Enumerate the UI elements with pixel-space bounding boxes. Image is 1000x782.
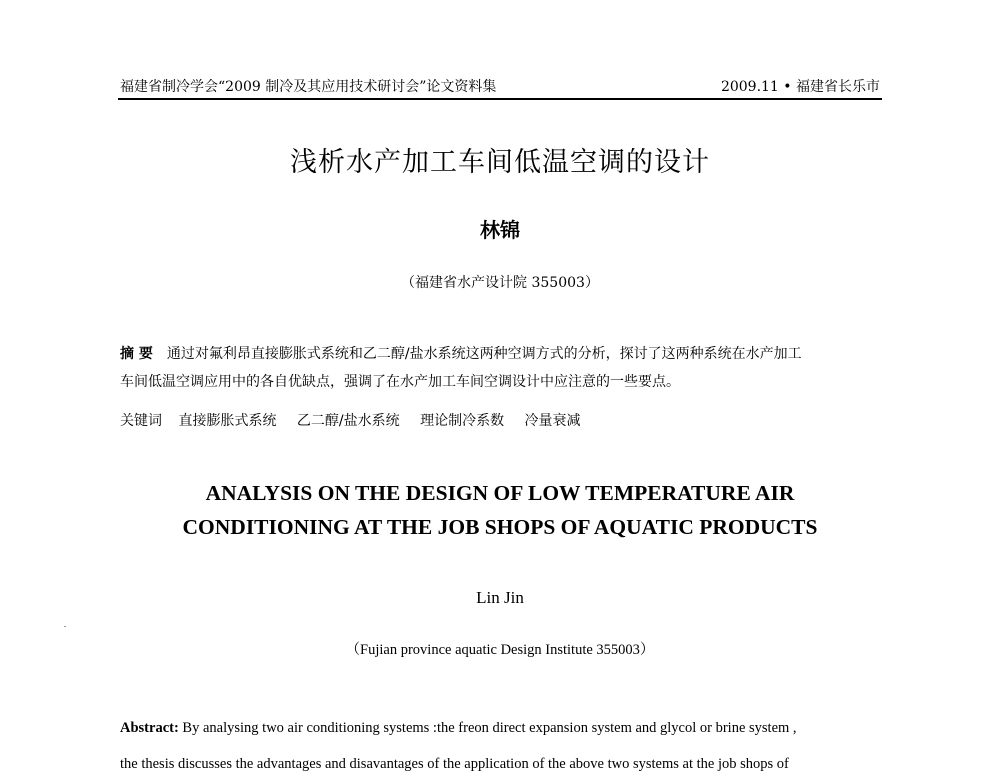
paper-title-chinese: 浅析水产加工车间低温空调的设计 xyxy=(290,147,710,178)
abstract-english-text-1: By analysing two air conditioning systems :the freon direct expansion system and glycol or brine system , xyxy=(178,720,797,736)
affiliation-chinese: （福建省水产设计院 355003） xyxy=(401,275,599,291)
paper-title-english xyxy=(0,476,1000,544)
keyword-4: 冷量衰减 xyxy=(524,413,581,429)
header-conference-title: 福建省制冷学会“2009 制冷及其应用技术研讨会”论文资料集 xyxy=(120,79,497,95)
abstract-english xyxy=(120,710,890,782)
header-rule xyxy=(118,98,882,100)
keyword-3: 理论制冷系数 xyxy=(420,413,505,429)
header-date-location: 2009.11 • 福建省长乐市 xyxy=(720,79,880,95)
abstract-chinese xyxy=(120,340,880,396)
keyword-1: 直接膨胀式系统 xyxy=(178,413,277,429)
running-header xyxy=(120,76,880,98)
abstract-english-line-1 xyxy=(120,710,890,746)
author-english: Lin Jin xyxy=(476,588,524,607)
abstract-chinese-text-1: 通过对氟利昂直接膨胀式系统和乙二醇/盐水系统这两种空调方式的分析，探讨了这两种系统在水产加工 xyxy=(166,346,802,362)
scan-speck xyxy=(64,626,66,627)
keywords-chinese-label: 关键词 xyxy=(120,413,162,429)
affiliation-english: （Fujian province aquatic Design Institute 355003） xyxy=(345,642,655,658)
abstract-english-text-2: the thesis discusses the advantages and disavantages of the application of the above two systems at the job shops of xyxy=(120,756,789,772)
abstract-chinese-line-1 xyxy=(120,340,880,368)
paper-title-english-line-1: ANALYSIS ON THE DESIGN OF LOW TEMPERATURE AIR xyxy=(205,481,795,505)
keywords-chinese xyxy=(120,410,880,430)
abstract-english-label: Abstract: xyxy=(120,720,179,736)
author-chinese: 林锦 xyxy=(480,218,520,242)
paper-title-english-line-2: CONDITIONING AT THE JOB SHOPS OF AQUATIC PRODUCTS xyxy=(182,515,818,539)
keyword-2: 乙二醇/盐水系统 xyxy=(296,413,400,429)
abstract-chinese-label: 摘 要 xyxy=(120,346,153,362)
abstract-chinese-text-2: 车间低温空调应用中的各自优缺点，强调了在水产加工车间空调设计中应注意的一些要点。 xyxy=(120,374,680,390)
